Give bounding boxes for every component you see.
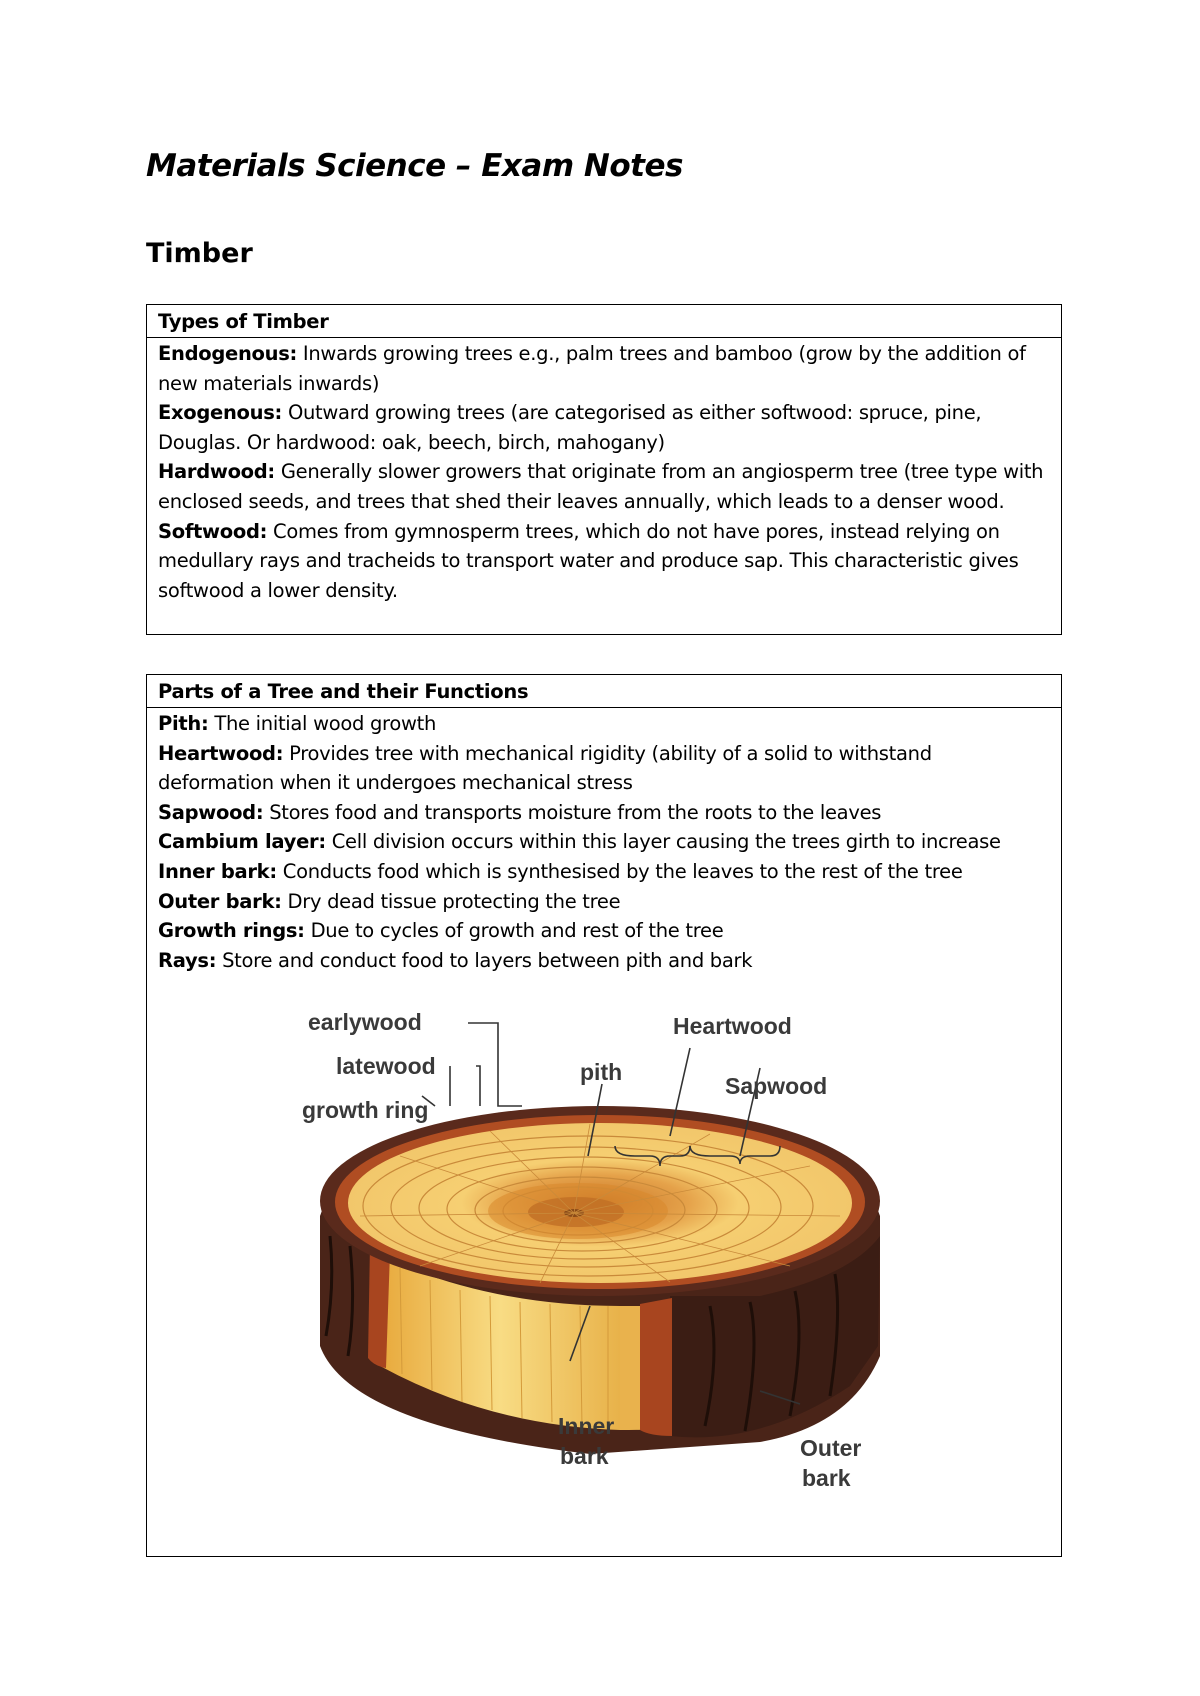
definition-hardwood bbox=[158, 457, 1050, 516]
types-of-timber-table bbox=[146, 304, 1062, 635]
term: Pith: bbox=[158, 712, 209, 735]
definition-text: Store and conduct food to layers between pith and bark bbox=[216, 948, 753, 972]
table-body bbox=[147, 708, 1061, 977]
definition-text: Cell division occurs within this layer causing the trees girth to increase bbox=[325, 830, 1001, 854]
definition-heartwood bbox=[158, 739, 1050, 798]
label-outer-bark-line2: bark bbox=[802, 1465, 851, 1491]
label-heartwood: Heartwood bbox=[673, 1013, 792, 1039]
definition-text: Provides tree with mechanical rigidity (ability of a solid to withstand deformation when it undergoes mechanical stress bbox=[158, 741, 932, 795]
label-inner-bark-line2: bark bbox=[560, 1443, 609, 1469]
definition-growth-rings bbox=[158, 916, 1050, 946]
section-heading: Timber bbox=[146, 238, 253, 269]
definition-rays bbox=[158, 946, 1050, 976]
definition-text: Outward growing trees (are categorised as either softwood: spruce, pine, Douglas. Or hardwood: oak, beech, birch, mahogany) bbox=[158, 401, 982, 454]
definition-text: The initial wood growth bbox=[208, 712, 437, 735]
definition-pith bbox=[158, 709, 1050, 739]
definition-endogenous bbox=[158, 339, 1050, 398]
inner-bark-slab-right bbox=[640, 1298, 672, 1436]
label-inner-bark-line1: Inner bbox=[558, 1413, 615, 1439]
term: Growth rings: bbox=[158, 919, 305, 943]
label-earlywood: earlywood bbox=[308, 1009, 422, 1035]
label-pith: pith bbox=[580, 1059, 623, 1085]
term: Cambium layer: bbox=[158, 830, 326, 854]
definition-exogenous bbox=[158, 398, 1050, 457]
definition-text: Comes from gymnosperm trees, which do not have pores, instead relying on medullary rays and tracheids to transport water and produce sap. This characteristic gives softwood a lower density. bbox=[158, 519, 1019, 602]
definition-text: Generally slower growers that originate from an angiosperm tree (tree type with enclosed seeds, and trees that shed their leaves annually, which leads to a denser wood. bbox=[158, 460, 1044, 513]
definition-text: Dry dead tissue protecting the tree bbox=[281, 889, 621, 913]
term: Endogenous: bbox=[158, 342, 298, 365]
label-sapwood: Sapwood bbox=[725, 1073, 828, 1099]
definition-text: Due to cycles of growth and rest of the tree bbox=[304, 919, 724, 943]
term: Hardwood: bbox=[158, 460, 275, 484]
term: Outer bark: bbox=[158, 889, 282, 913]
definition-outer-bark bbox=[158, 887, 1050, 917]
page-title: Materials Science – Exam Notes bbox=[146, 148, 683, 184]
term: Softwood: bbox=[158, 519, 268, 543]
label-latewood: latewood bbox=[336, 1053, 436, 1079]
definition-sapwood bbox=[158, 798, 1050, 828]
definition-text: Inwards growing trees e.g., palm trees and bamboo (grow by the addition of new materials inwards) bbox=[158, 342, 1026, 395]
tree-cross-section-diagram bbox=[290, 1006, 930, 1526]
definition-cambium-layer bbox=[158, 827, 1050, 857]
term: Heartwood: bbox=[158, 741, 284, 765]
definition-softwood bbox=[158, 517, 1050, 606]
definition-text: Conducts food which is synthesised by the leaves to the rest of the tree bbox=[276, 859, 963, 883]
term: Inner bark: bbox=[158, 859, 277, 883]
term: Sapwood: bbox=[158, 800, 264, 824]
table-body bbox=[147, 338, 1061, 607]
term: Rays: bbox=[158, 948, 217, 972]
label-outer-bark-line1: Outer bbox=[800, 1435, 862, 1461]
label-growth-ring: growth ring bbox=[302, 1097, 429, 1123]
term: Exogenous: bbox=[158, 401, 283, 425]
definition-inner-bark bbox=[158, 857, 1050, 887]
table-header: Parts of a Tree and their Functions bbox=[147, 675, 1061, 708]
definition-text: Stores food and transports moisture from the roots to the leaves bbox=[263, 800, 882, 824]
table-header: Types of Timber bbox=[147, 305, 1061, 338]
